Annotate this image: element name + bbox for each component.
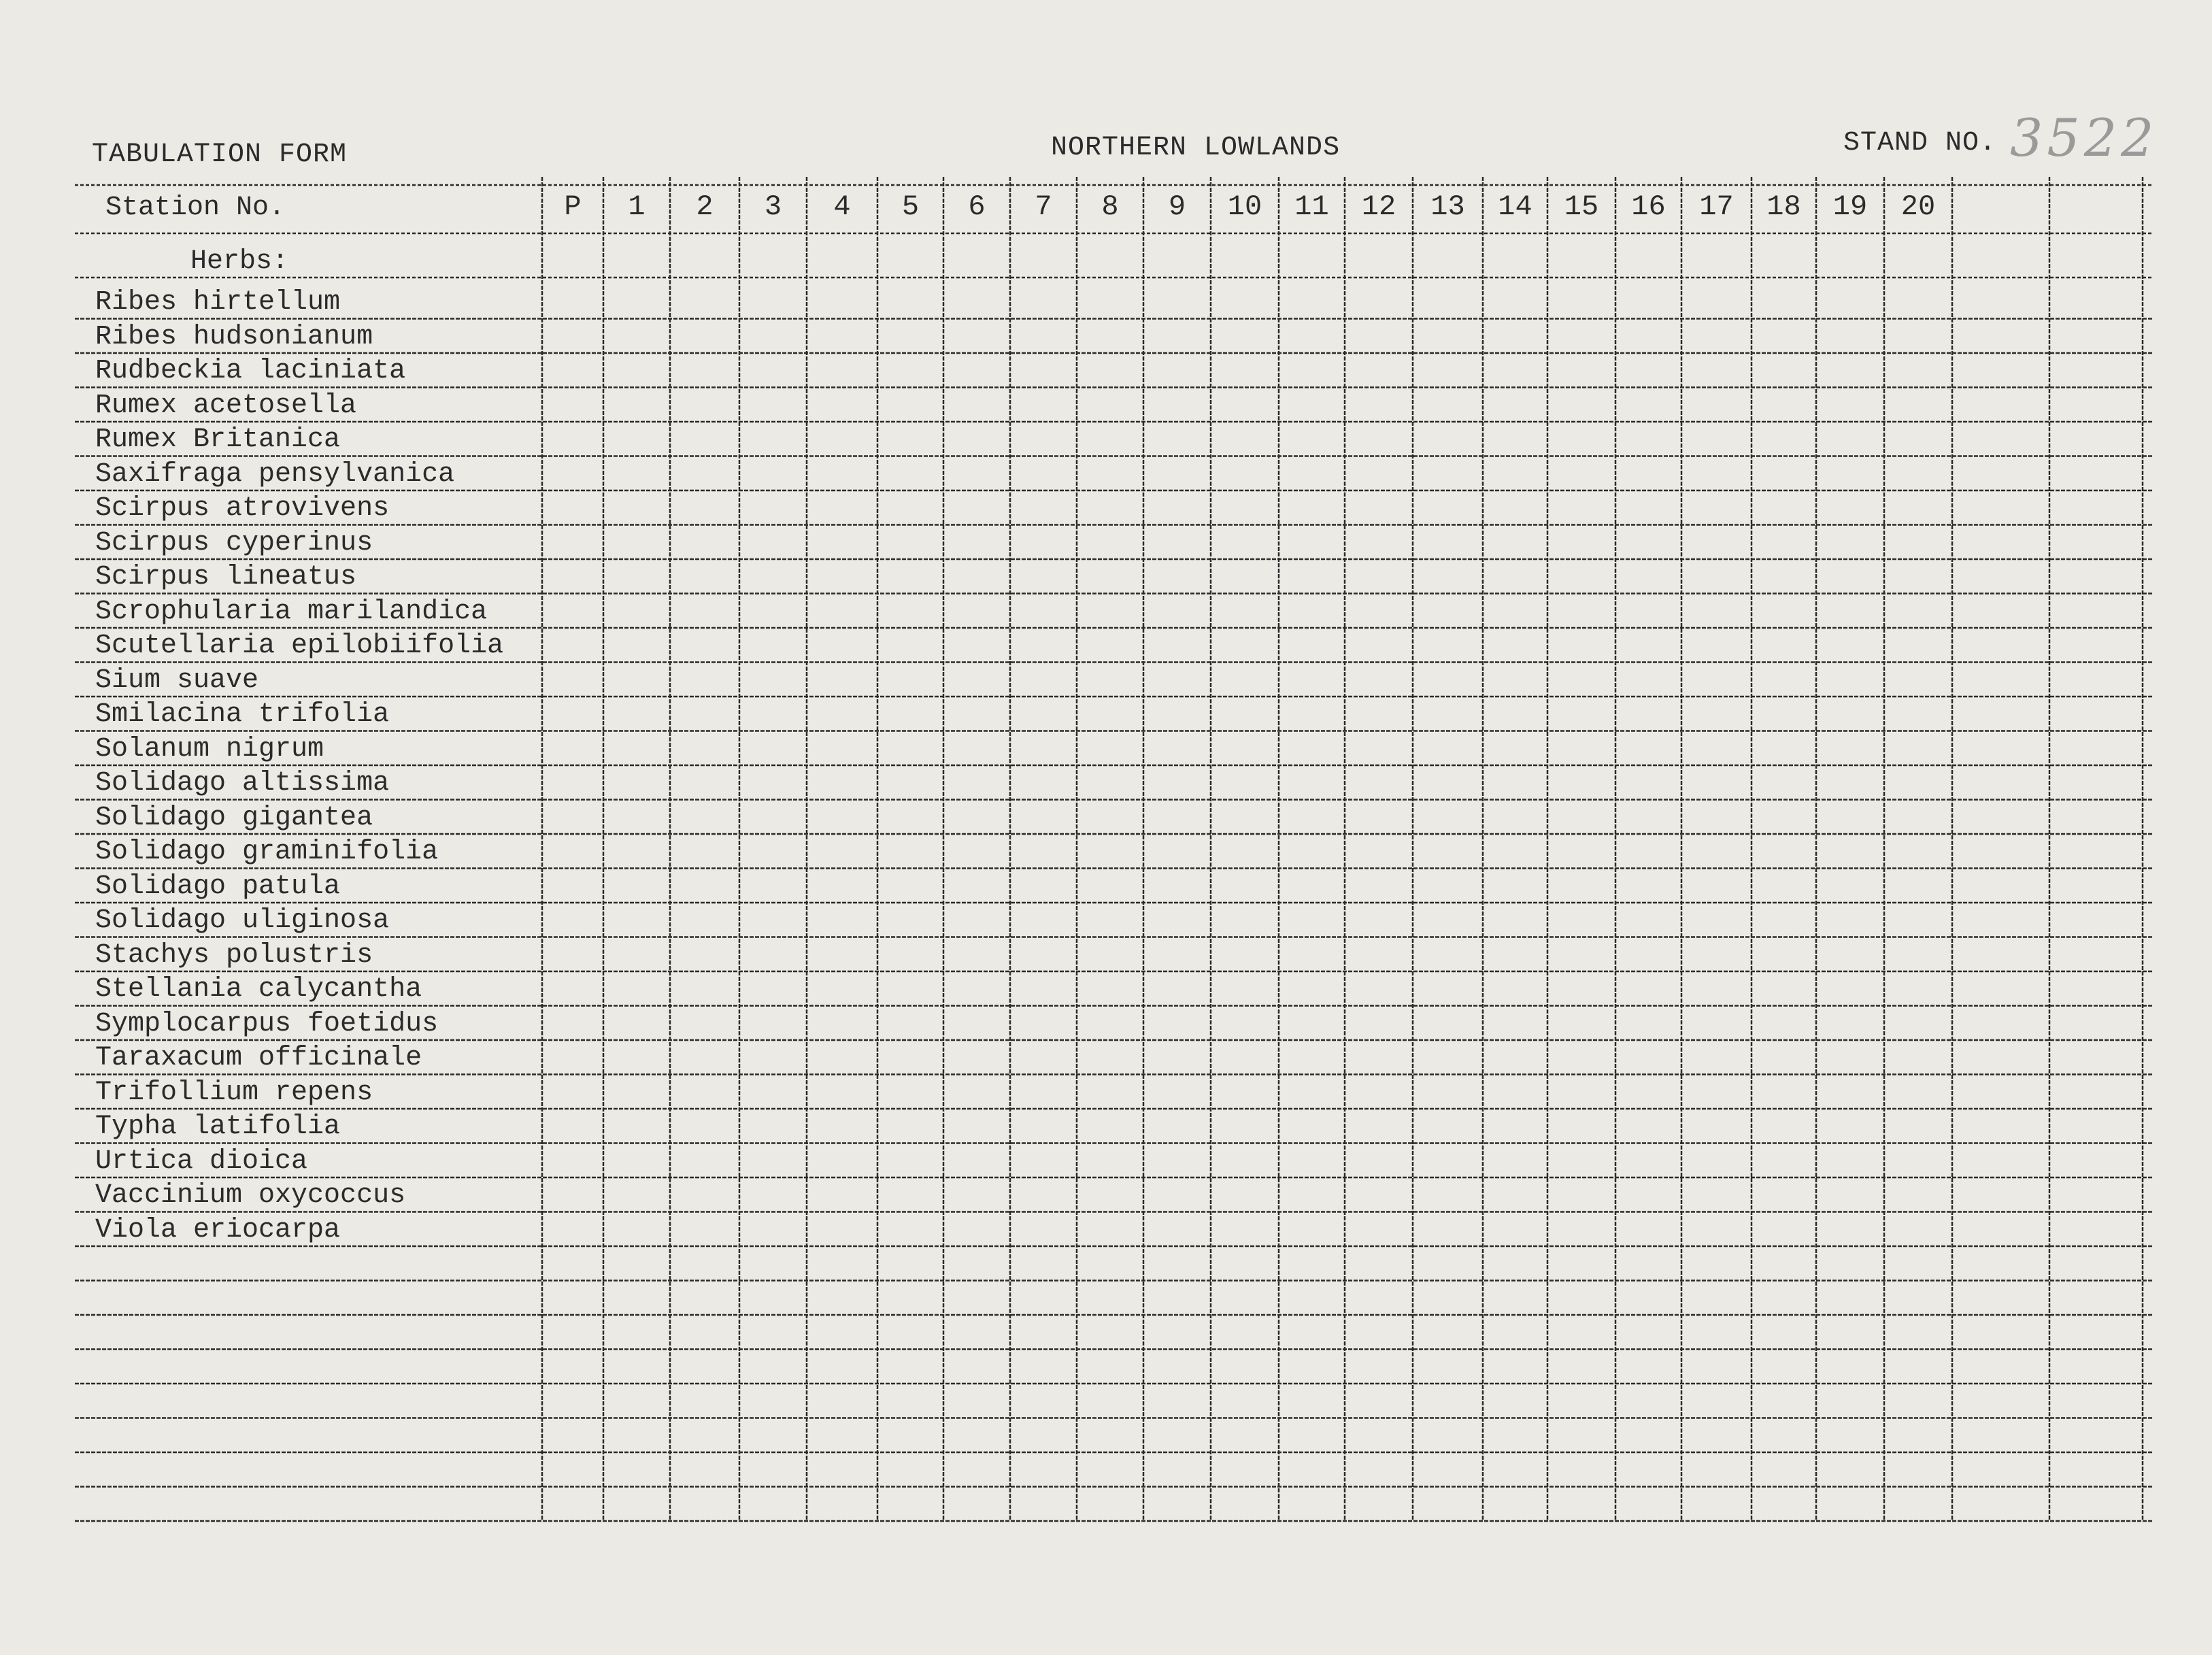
species-name: Urtica dioica [95, 1146, 308, 1177]
station-column-header: 13 [1430, 190, 1465, 223]
form-title: TABULATION FORM [92, 139, 348, 170]
species-name: Solidago gigantea [95, 802, 373, 833]
station-column-header: 8 [1101, 190, 1119, 223]
species-name: Vaccinium oxycoccus [95, 1180, 406, 1211]
species-name: Viola eriocarpa [95, 1214, 341, 1246]
station-column-header: 4 [833, 190, 851, 223]
species-name: Smilacina trifolia [95, 699, 390, 730]
station-column-header: 16 [1631, 190, 1666, 223]
station-column-header: 3 [764, 190, 782, 223]
species-name: Solidago patula [95, 871, 341, 902]
species-name: Sium suave [95, 665, 259, 696]
station-column-header: 1 [628, 190, 646, 223]
species-name: Ribes hudsonianum [95, 321, 373, 352]
species-name: Scirpus lineatus [95, 562, 357, 592]
station-column-header: 15 [1564, 190, 1599, 223]
station-column-header: 9 [1168, 190, 1186, 223]
station-column-header: 10 [1227, 190, 1262, 223]
species-name: Typha latifolia [95, 1111, 341, 1142]
station-column-header: 5 [901, 190, 920, 223]
stand-number-handwritten: 3522 [2010, 107, 2158, 168]
species-name: Saxifraga pensylvanica [95, 458, 455, 490]
station-column-header: 18 [1766, 190, 1801, 223]
species-name: Ribes hirtellum [95, 287, 341, 318]
species-name: Scirpus cyperinus [95, 527, 373, 558]
species-name: Solidago altissima [95, 768, 390, 799]
species-name: Solidago graminifolia [95, 837, 439, 867]
species-name: Symplocarpus foetidus [95, 1008, 439, 1039]
station-column-header: 14 [1498, 190, 1532, 223]
station-column-header: 2 [696, 190, 714, 223]
station-column-header: 11 [1294, 190, 1329, 223]
region-title: NORTHERN LOWLANDS [1051, 133, 1341, 163]
station-number-label: Station No. [105, 193, 286, 223]
species-name: Rumex Britanica [95, 424, 341, 455]
station-column-header: 6 [968, 190, 986, 223]
species-name: Rumex acetosella [95, 390, 357, 421]
species-name: Stachys polustris [95, 939, 373, 971]
species-name: Rudbeckia laciniata [95, 356, 406, 386]
station-column-header: 20 [1900, 190, 1936, 223]
species-name: Stellania calycantha [95, 974, 422, 1005]
station-column-header: 7 [1035, 190, 1052, 223]
species-name: Taraxacum officinale [95, 1043, 422, 1073]
species-name: Scirpus atrovivens [95, 493, 390, 524]
station-column-header: P [564, 190, 582, 223]
stand-label: STAND NO. [1843, 128, 1997, 158]
species-name: Trifollium repens [95, 1077, 373, 1108]
station-column-header: 19 [1832, 190, 1868, 223]
species-name: Scutellaria epilobiifolia [95, 631, 504, 661]
station-column-header: 17 [1699, 190, 1734, 223]
species-name: Scrophularia marilandica [95, 596, 488, 627]
station-column-header: 12 [1361, 190, 1396, 223]
herbs-section-label: Herbs: [190, 246, 289, 277]
species-name: Solidago uliginosa [95, 905, 390, 936]
species-name: Solanum nigrum [95, 733, 324, 765]
